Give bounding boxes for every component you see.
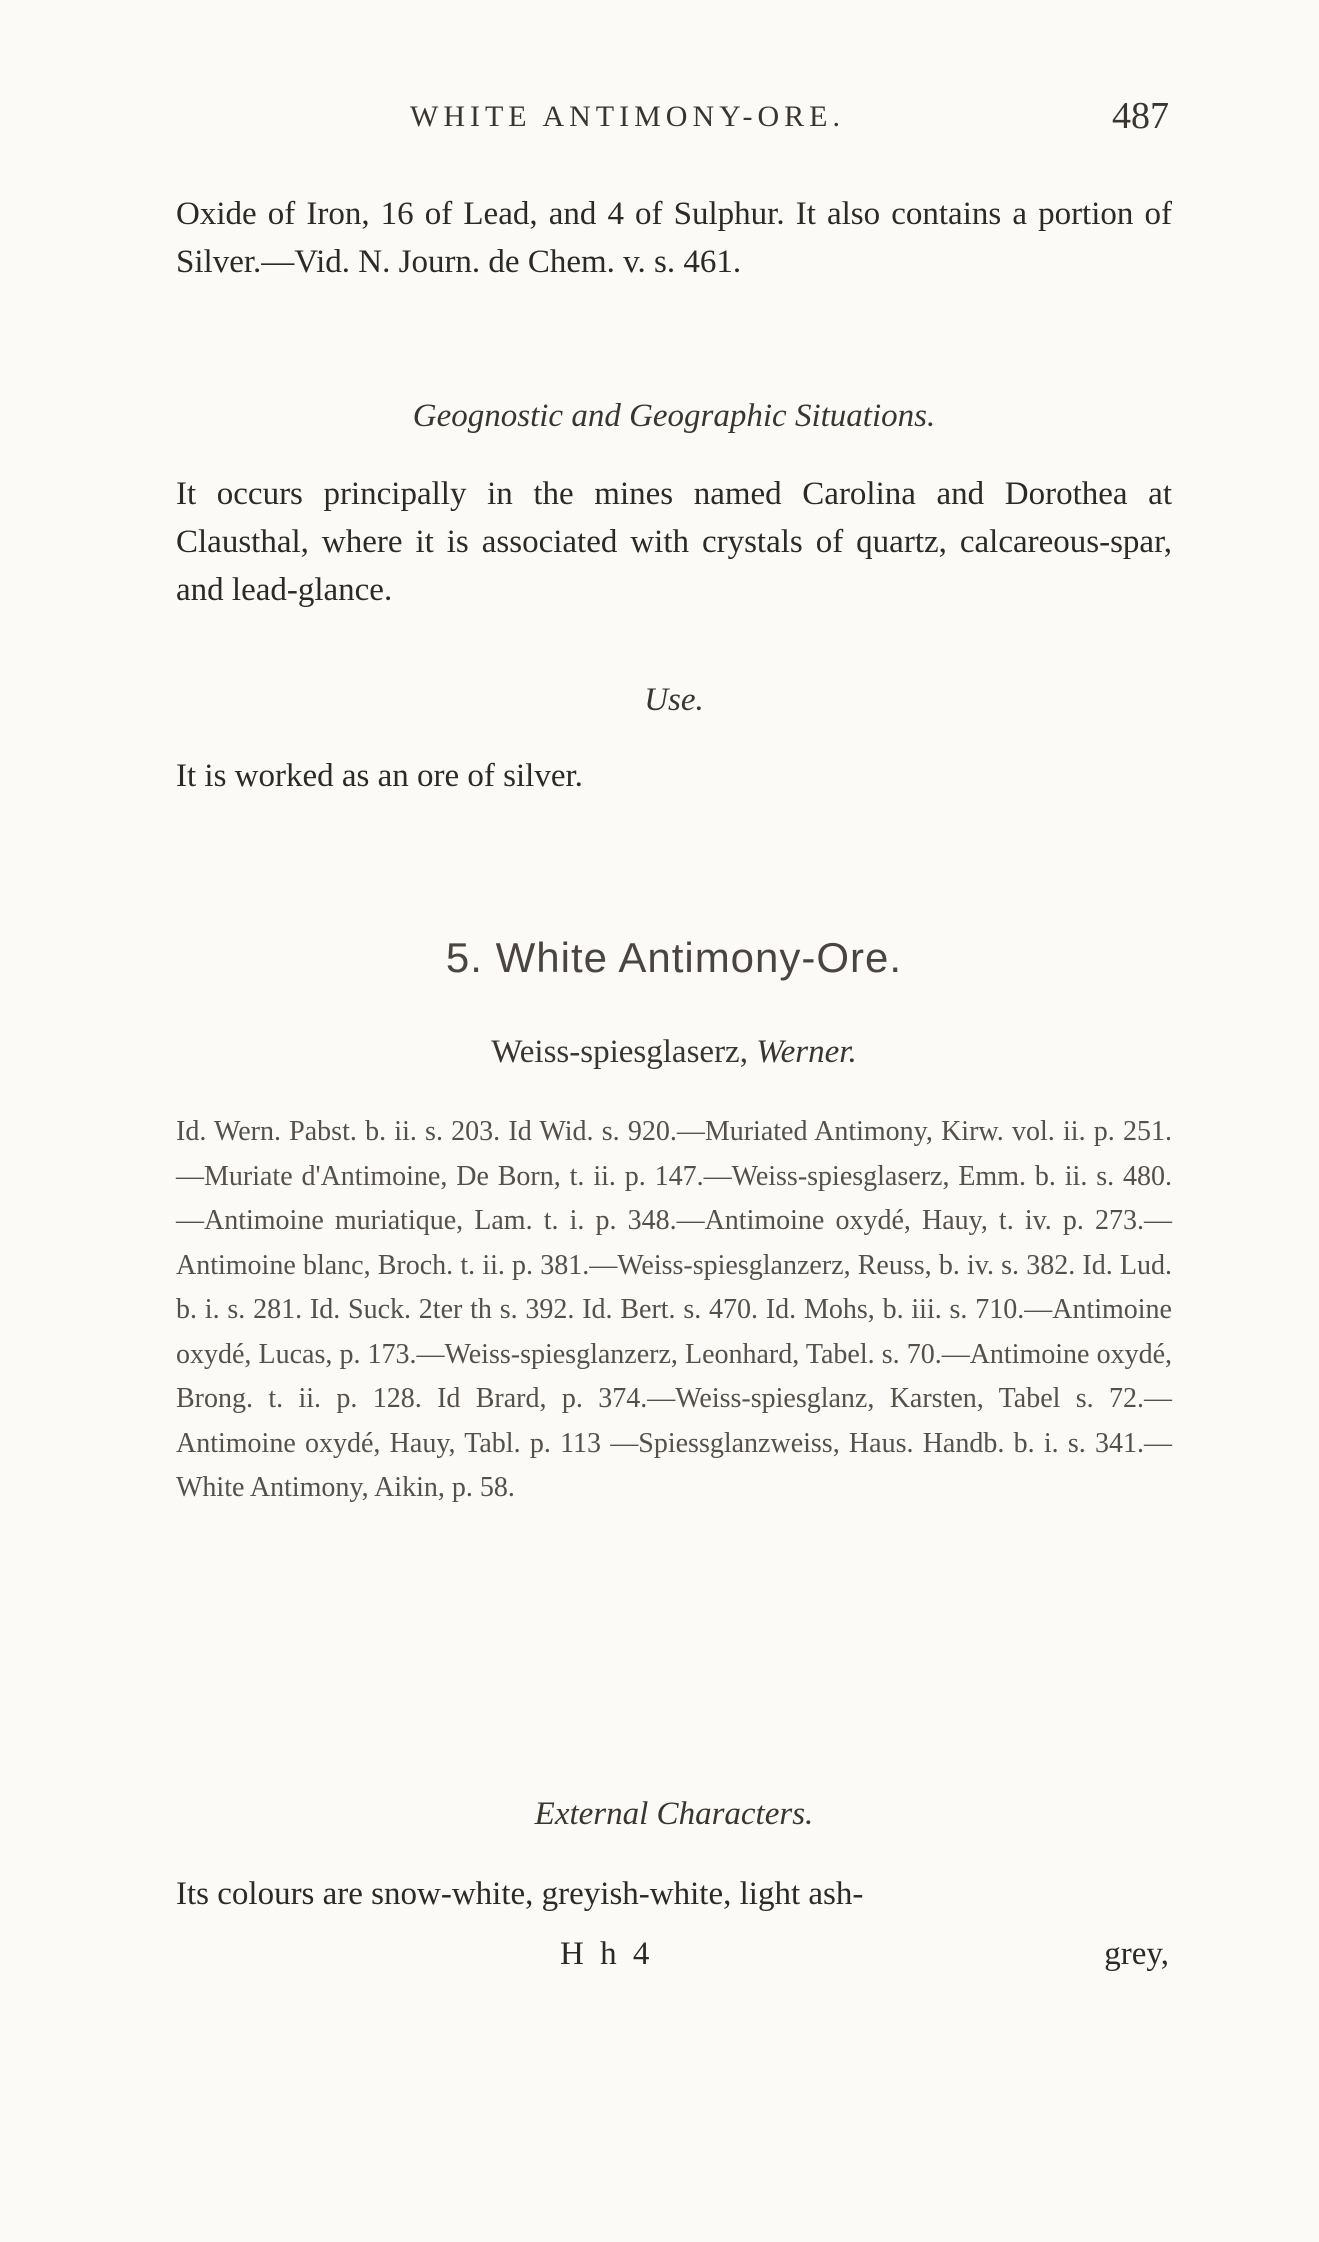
synonym-line [176, 1034, 1172, 1071]
page-number: 487 [1112, 95, 1169, 137]
heading-use: Use. [644, 682, 704, 718]
running-title: WHITE ANTIMONY-ORE. [410, 100, 845, 133]
paragraph-composition [176, 190, 1172, 286]
section-title: 5. White Antimony-Ore. [445, 934, 903, 981]
paragraph-text: It occurs principally in the mines named Carolina and Dorothea at Clausthal, where it is associated with crystals of quartz, calcareous-spar, and lead-glance. [176, 476, 1172, 608]
paragraph-text: Its colours are snow-white, greyish-white, light ash- [176, 1876, 864, 1912]
synonym-name: Weiss-spiesglaserz, [491, 1034, 748, 1070]
paragraph-geognostic [176, 470, 1172, 614]
catchword: grey, [1104, 1936, 1169, 1972]
heading-geognostic: Geognostic and Geographic Situations. [412, 398, 936, 434]
paragraph-text: It is worked as an ore of silver. [176, 758, 583, 794]
heading-external: External Characters. [534, 1796, 814, 1832]
synonymy-block [176, 1110, 1172, 1511]
synonym-author: Werner. [756, 1034, 857, 1070]
paragraph-text: Oxide of Iron, 16 of Lead, and 4 of Sulphur. It also contains a portion of Silver.—Vid. N. Journ. de Chem. v. s. 461. [176, 196, 1172, 280]
synonymy-text: Id. Wern. Pabst. b. ii. s. 203. Id Wid. s. 920.—Muriated Antimony, Kirw. vol. ii. p. 251.—Muriate d'Antimoine, De Born, t. ii. p. 147.—Weiss-spiesglaserz, Emm. b. ii. s. 480.—Antimoine muriatique, Lam. t. i. p. 348.—Antimoine oxydé, Hauy, t. iv. p. 273.—Antimoine blanc, Broch. t. ii. p. 381.—Weiss-spiesglanzerz, Reuss, b. iv. s. 382. Id. Lud. b. i. s. 281. Id. Suck. 2ter th s. 392. Id. Bert. s. 470. Id. Mohs, b. iii. s. 710.—Antimoine oxydé, Lucas, p. 173.—Weiss-spiesglanzerz, Leonhard, Tabel. s. 70.—Antimoine oxydé, Brong. t. ii. p. 128. Id Brard, p. 374.—Weiss-spiesglanz, Karsten, Tabel s. 72.—Antimoine oxydé, Hauy, Tabl. p. 113 —Spiessglanzweiss, Haus. Handb. b. i. s. 341.—White Antimony, Aikin, p. 58. [176, 1116, 1172, 1503]
signature-mark: H h 4 [560, 1936, 654, 1972]
page-header [0, 95, 1319, 150]
paragraph-use [176, 752, 1172, 800]
paragraph-external [176, 1870, 1172, 1918]
